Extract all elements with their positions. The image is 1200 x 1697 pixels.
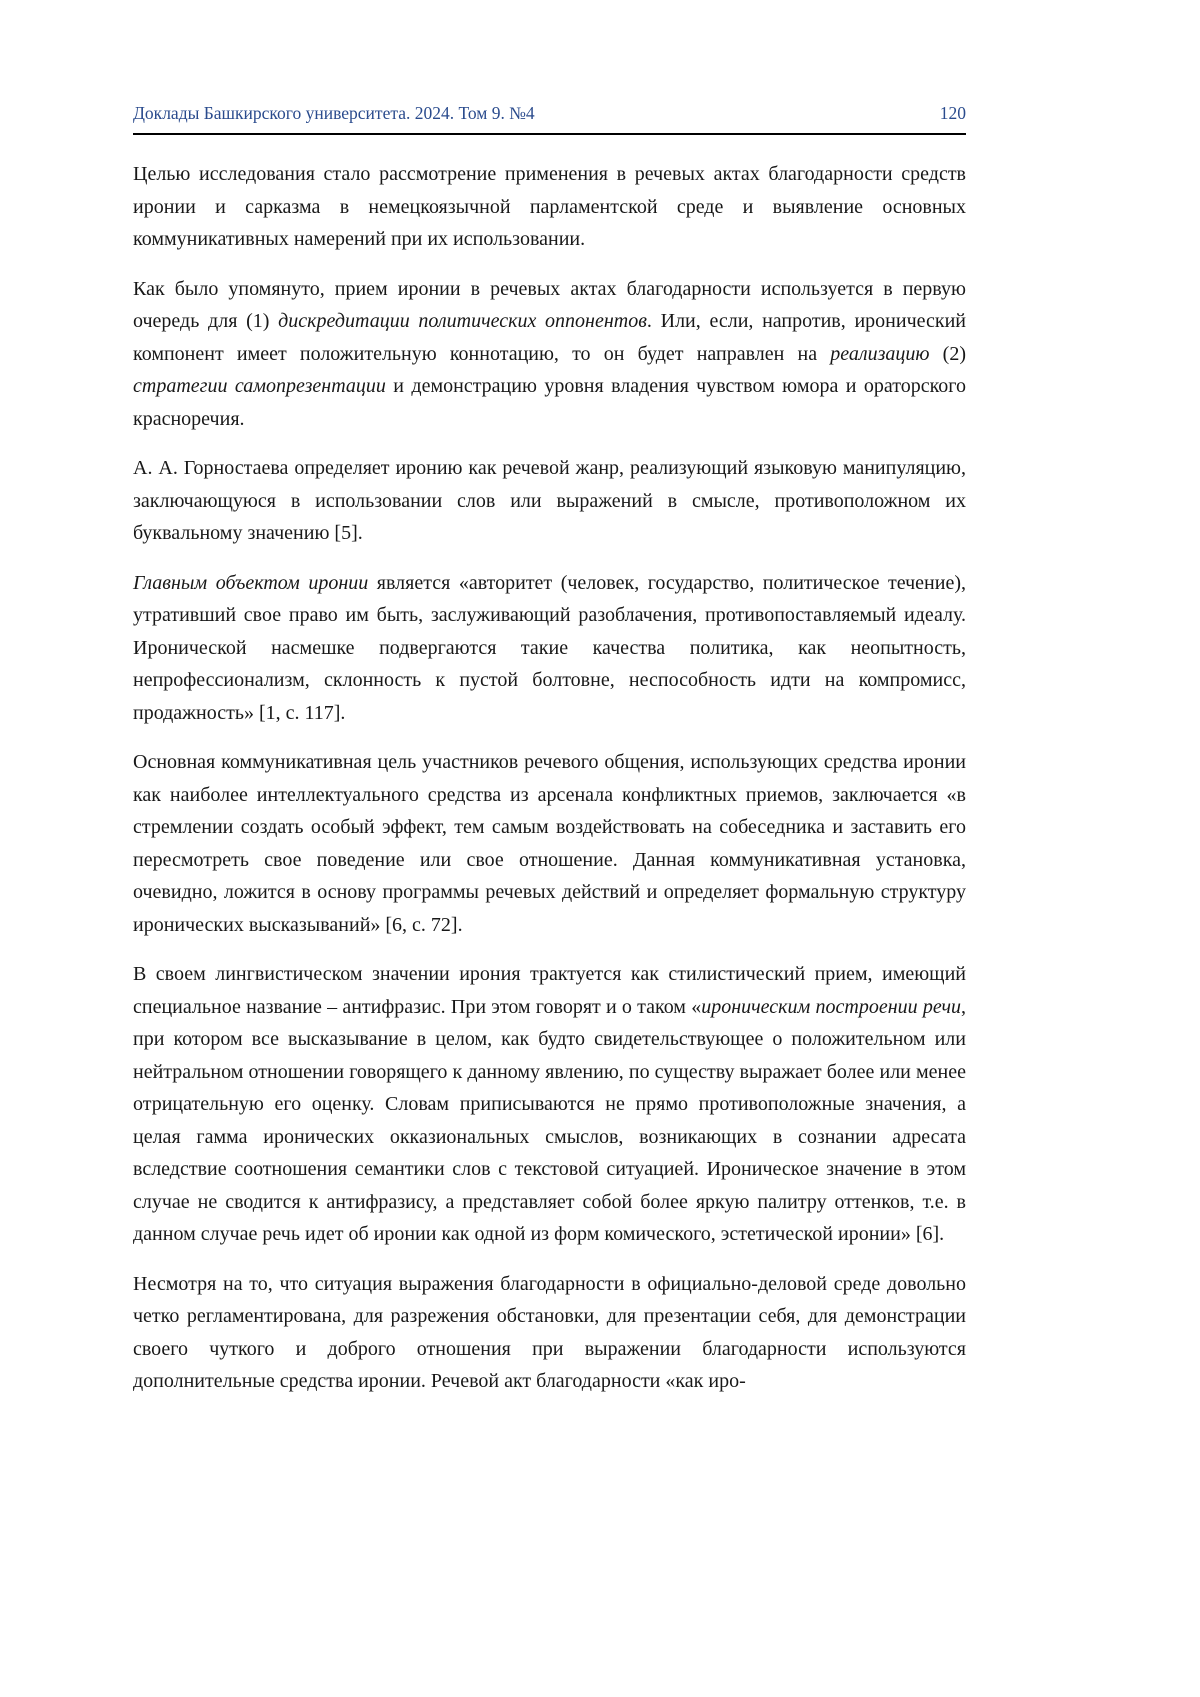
italic-run: реализацию bbox=[830, 342, 930, 365]
text-run: А. А. Горностаева определяет иронию как речевой жанр, реализующий языковую манипуляцию, заключающуюся в использовании слов или выражений в смысле, противоположном их буквальному значению [5]. bbox=[133, 457, 966, 544]
journal-title: Доклады Башкирского университета. 2024. Том 9. №4 bbox=[133, 103, 535, 123]
page-header bbox=[133, 102, 966, 135]
italic-run: ироническим построении речи bbox=[701, 995, 961, 1018]
text-run: Несмотря на то, что ситуация выражения благодарности в официально-деловой среде довольно четко регламентирована, для разрежения обстановки, для презентации себя, для демонстрации своего чуткого и доброго отношения при выражении благодарности используются дополнительные средства иронии. Речевой акт благодарности «как иро- bbox=[133, 1272, 966, 1392]
text-run: , при котором все высказывание в целом, как будто свидетельствующее о положительном или нейтральном отношении говорящего к данному явлению, по существу выражает более или менее отрицательную его оценку. Словам приписываются не прямо противоположные значения, а целая гамма иронических окказиональных смыслов, возникающих в сознании адресата вследствие соотношения семантики слов с текстовой ситуацией. Ироническое значение в этом случае не сводится к антифразису, а представляет собой более яркую палитру оттенков, т.е. в данном случае речь идет об иронии как одной из форм комического, эстетической иронии» [6]. bbox=[133, 995, 966, 1245]
text-run: Целью исследования стало рассмотрение применения в речевых актах благодарности средств иронии и сарказма в немецкоязычной парламентской среде и выявление основных коммуникативных намерений при их использовании. bbox=[133, 163, 966, 250]
page-content bbox=[133, 102, 966, 1398]
page-number: 120 bbox=[939, 103, 966, 123]
article-body bbox=[133, 158, 966, 1398]
text-run: является «авторитет (человек, государство, политическое течение), утративший свое право им быть, заслуживающий разоблачения, противопоставляемый идеалу. Иронической насмешке подвергаются такие качества политика, как неопытность, непрофессионализм, склонность к пустой болтовне, неспособность идти на компромисс, продажность» [1, с. 117]. bbox=[133, 571, 966, 724]
paragraph-6 bbox=[133, 958, 966, 1251]
text-run: В своем лингвистическом значении ирония трактуется как стилистический прием, имеющий специальное название – антифразис. При этом говорят и о таком « bbox=[133, 963, 966, 1018]
text-run: Как было упомянуто, прием иронии в речевых актах благодарности используется в первую очередь для (1) bbox=[133, 277, 966, 332]
paragraph-4 bbox=[133, 567, 966, 730]
paragraph-7 bbox=[133, 1268, 966, 1398]
paragraph-1 bbox=[133, 158, 966, 256]
italic-run: дискредитации политических оппонентов bbox=[278, 310, 647, 332]
text-run: . Или, если, напротив, иронический компонент имеет положительную коннотацию, то он будет направлен на bbox=[133, 310, 967, 365]
italic-run: стратегии самопрезентации bbox=[133, 375, 386, 397]
italic-run: Главным объектом иронии bbox=[133, 571, 369, 594]
paragraph-2 bbox=[133, 273, 966, 436]
text-run: и демонстрацию уровня владения чувством юмора и ораторского красноречия. bbox=[133, 375, 967, 430]
paragraph-3 bbox=[133, 452, 966, 550]
paragraph-5 bbox=[133, 746, 966, 941]
text-run: (2) bbox=[929, 342, 967, 365]
text-run: Основная коммуникативная цель участников речевого общения, использующих средства иронии как наиболее интеллектуального средства из арсенала конфликтных приемов, заключается «в стремлении создать особый эффект, тем самым воздействовать на собеседника и заставить его пересмотреть свое поведение или свое отношение. Данная коммуникативная установка, очевидно, ложится в основу программы речевых действий и определяет формальную структуру иронических высказываний» [6, с. 72]. bbox=[133, 751, 966, 936]
